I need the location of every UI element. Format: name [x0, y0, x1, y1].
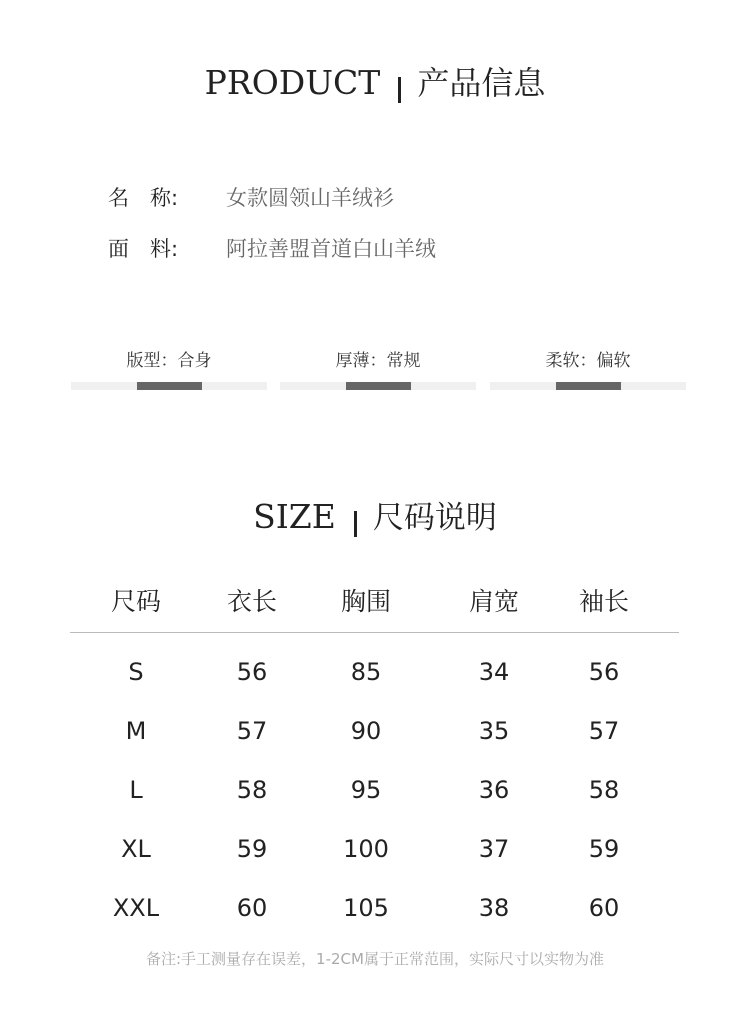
table-row	[70, 650, 679, 709]
cell-chest: 100	[343, 835, 389, 863]
cell-sleeve: 56	[588, 658, 620, 686]
attribute-thickness	[280, 346, 476, 392]
info-value-fabric: 阿拉善盟首道白山羊绒	[226, 237, 436, 261]
product-section-title	[0, 58, 750, 102]
cell-length: 57	[236, 717, 268, 745]
size-title-en: SIZE	[253, 497, 336, 536]
cell-size: S	[128, 658, 144, 686]
size-section-title	[0, 492, 750, 536]
cell-length: 56	[236, 658, 268, 686]
table-row	[70, 827, 679, 886]
cell-sleeve: 57	[588, 717, 620, 745]
info-label-name: 名 称:	[108, 186, 179, 210]
column-header-shoulder: 肩宽	[468, 587, 519, 616]
attribute-thickness-label: 厚薄：常规	[335, 351, 421, 371]
measurement-note: 备注:手工测量存在误差，1-2CM属于正常范围，实际尺寸以实物为准	[146, 950, 604, 968]
column-header-sleeve: 袖长	[578, 587, 629, 616]
size-table	[70, 574, 679, 922]
info-row-name	[108, 182, 394, 212]
size-table-body	[70, 650, 679, 945]
cell-sleeve: 60	[588, 894, 620, 922]
cell-size: XXL	[112, 894, 160, 922]
attribute-softness-indicator	[556, 382, 621, 390]
size-table-header	[70, 574, 679, 633]
product-title-zh: 产品信息	[417, 64, 546, 102]
cell-chest: 85	[350, 658, 382, 686]
cell-shoulder: 36	[478, 776, 510, 804]
table-row	[70, 709, 679, 768]
cell-size: M	[125, 717, 147, 745]
attribute-thickness-scale	[280, 382, 476, 390]
title-divider	[354, 511, 357, 537]
column-header-size: 尺码	[110, 587, 161, 616]
title-divider	[398, 77, 401, 103]
cell-sleeve: 58	[588, 776, 620, 804]
attribute-fit-indicator	[137, 382, 202, 390]
cell-chest: 95	[350, 776, 382, 804]
info-value-name: 女款圆领山羊绒衫	[226, 186, 394, 210]
table-row	[70, 886, 679, 945]
cell-shoulder: 37	[478, 835, 510, 863]
attribute-softness-scale	[490, 382, 686, 390]
cell-chest: 105	[343, 894, 389, 922]
column-header-length: 衣长	[226, 587, 277, 616]
column-header-chest: 胸围	[340, 587, 391, 616]
attribute-fit-scale	[71, 382, 267, 390]
cell-chest: 90	[350, 717, 382, 745]
table-row	[70, 768, 679, 827]
cell-shoulder: 35	[478, 717, 510, 745]
cell-shoulder: 34	[478, 658, 510, 686]
cell-length: 58	[236, 776, 268, 804]
cell-shoulder: 38	[478, 894, 510, 922]
cell-sleeve: 59	[588, 835, 620, 863]
cell-size: L	[129, 776, 143, 804]
attribute-thickness-indicator	[346, 382, 411, 390]
attribute-softness	[490, 346, 686, 392]
attribute-softness-label: 柔软：偏软	[545, 351, 631, 371]
info-label-fabric: 面 料:	[108, 237, 179, 261]
info-row-fabric	[108, 233, 436, 263]
attribute-fit	[71, 346, 267, 392]
cell-size: XL	[121, 835, 151, 863]
attribute-fit-label: 版型：合身	[126, 351, 212, 371]
product-title-en: PRODUCT	[204, 63, 381, 102]
size-title-zh: 尺码说明	[372, 500, 497, 536]
cell-length: 60	[236, 894, 268, 922]
cell-length: 59	[236, 835, 268, 863]
